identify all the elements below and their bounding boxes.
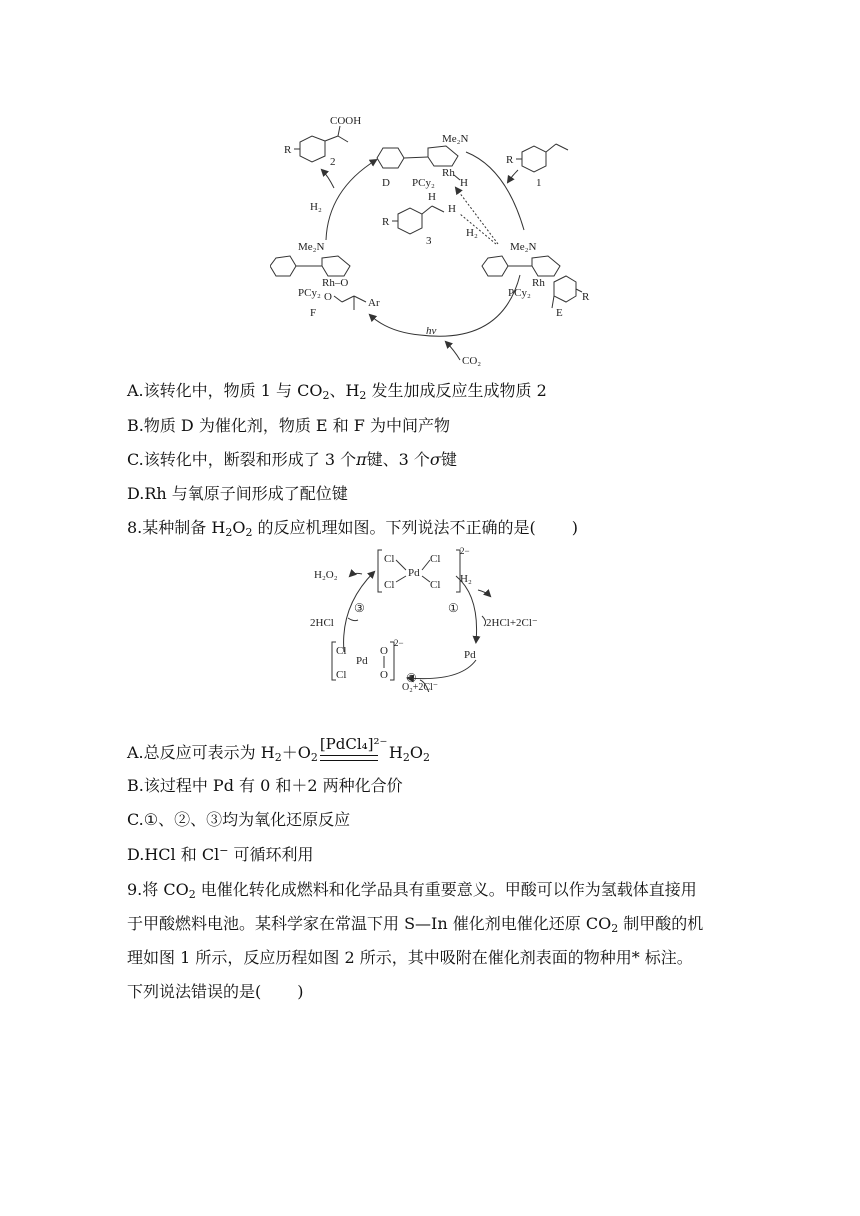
rh-o-label: Rh–O: [322, 277, 349, 289]
product-3-structure: [382, 191, 456, 247]
h2-mid-label: H₂: [466, 227, 478, 239]
q9-line-4-text2: ): [297, 982, 304, 1001]
q7-option-a-text3: 发生加成反应生成物质 2: [366, 381, 547, 400]
q9-line-4-text1: 下列说法错误的是(: [127, 982, 262, 1001]
h-top-label: H: [460, 177, 468, 189]
catalyst-D-structure: [377, 133, 468, 189]
q8-option-c: C.①、②、③均为氧化还原反应: [127, 810, 351, 829]
peroxo-cl2: Cl: [336, 669, 347, 681]
pcy2-right-label: PCy₂: [508, 287, 531, 299]
h2-label: H₂: [460, 573, 472, 585]
r-left-label: R: [284, 144, 292, 156]
step-1-label: ①: [448, 601, 459, 615]
q7-option-c-text2: 键、3 个: [366, 450, 430, 469]
q8-option-a-text2: ＋O: [281, 743, 311, 762]
catalyst-label: [PdCl₄]²⁻: [319, 735, 388, 753]
q7-option-a: A.该转化中，物质 1 与 $CO_2$、$H_2$ 发生加成反应生成物质 2: [127, 381, 547, 402]
q7-option-c: [127, 450, 457, 470]
q8-option-d: [127, 845, 314, 865]
intermediate-E-structure: [482, 241, 590, 319]
q7-option-d: D.Rh 与氧原子间形成了配位键: [127, 484, 348, 503]
pdcl4-pd: Pd: [408, 567, 420, 579]
q8-option-a-text4: O: [409, 743, 423, 762]
co2-label: CO₂: [462, 355, 482, 367]
step-2-label: ②: [406, 671, 417, 685]
q9-line-2: 于甲酸燃料电池。某科学家在常温下用 S—In 催化剂电催化还原 $CO_2$ 制甲酸的机: [127, 914, 704, 935]
q9-line-3: 理如图 1 所示，反应历程如图 2 所示，其中吸附在催化剂表面的物种用* 标注。: [127, 948, 693, 967]
equals-sign: [320, 755, 378, 761]
pd-catalytic-cycle-figure: [300, 546, 570, 692]
h-mid1-label: H: [428, 191, 436, 203]
rh-top-label: Rh: [442, 167, 455, 179]
peroxo-o2: O: [380, 669, 388, 681]
pdcl4-complex: [378, 546, 470, 592]
q7-option-c-text1: C.该转化中，断裂和形成了 3 个: [127, 450, 357, 469]
q7-option-b: B.物质 D 为催化剂，物质 E 和 F 为中间产物: [127, 416, 450, 435]
h2-left-label: H₂: [310, 201, 322, 213]
pd-metal-label: Pd: [464, 649, 476, 661]
h2o2-label: H₂O₂: [314, 569, 338, 581]
peroxo-cl1: Cl: [336, 645, 347, 657]
F-label: F: [310, 307, 317, 319]
q8-stem-text1: 8.某种制备 H: [127, 518, 226, 537]
q9-line-1: 9.将 $CO_2$ 电催化转化成燃料和化学品具有重要意义。甲酸可以作为氢载体直接用: [127, 880, 697, 901]
peroxo-pd: Pd: [356, 655, 368, 667]
two-hcl-label: 2HCl: [310, 617, 334, 629]
ar-label: Ar: [368, 297, 380, 309]
pdcl4-cl4: Cl: [430, 579, 441, 591]
pdcl4-cl3: Cl: [384, 579, 395, 591]
D-label: D: [382, 177, 390, 189]
q8-option-a: A.总反应可表示为 $H_2+O_2$ [PdCl₄]²⁻ $H_2O_2$: [127, 735, 430, 764]
me2n-right-label: Me₂N: [510, 241, 537, 253]
num-1-label: 1: [536, 177, 542, 189]
num-3-label: 3: [426, 235, 432, 247]
o2-reagent-label: O₂+2Cl⁻: [402, 682, 439, 692]
q8-option-d-charge: −: [219, 844, 229, 857]
peroxo-o1: O: [380, 645, 388, 657]
r-right-label: R: [506, 154, 514, 166]
pdcl4-charge: 2−: [460, 546, 470, 556]
q8-option-d-text1: D.HCl 和 Cl: [127, 845, 220, 864]
q8-stem-text3: 的反应机理如图。下列说法不正确的是(: [252, 518, 536, 537]
pcy2-top-label: PCy₂: [412, 177, 435, 189]
sigma-symbol: σ: [429, 450, 441, 469]
me2n-left-label: Me₂N: [298, 241, 325, 253]
hv-label: hν: [426, 325, 437, 337]
me2n-top-label: Me₂N: [442, 133, 469, 145]
q7-option-a-text1: A.该转化中，物质 1 与 CO: [127, 381, 323, 400]
o-label: O: [324, 291, 332, 303]
q9-line-2-text1: 于甲酸燃料电池。某科学家在常温下用 S—In 催化剂电催化还原 CO: [127, 914, 612, 933]
pcy2-left-label: PCy₂: [298, 287, 321, 299]
products-1-label: 2HCl+2Cl⁻: [486, 617, 538, 629]
q8-option-d-text2: 可循环利用: [228, 845, 314, 864]
cooh-label: COOH: [330, 115, 362, 127]
intermediate-F-structure: [270, 241, 380, 319]
pd-peroxo-complex: [332, 638, 404, 681]
q7-option-c-text3: 键: [440, 450, 457, 469]
E-label: E: [556, 307, 563, 319]
q9-line-2-text2: 制甲酸的机: [618, 914, 704, 933]
r-mid-label: R: [382, 216, 390, 228]
reaction-condition: [318, 735, 388, 763]
product-2-structure: [284, 115, 361, 168]
r-e-label: R: [582, 291, 590, 303]
q8-stem-text4: ): [571, 518, 579, 537]
substrate-1-structure: [506, 144, 568, 189]
rh-catalytic-cycle-figure: [270, 110, 600, 372]
q7-option-a-text2: 、H: [329, 381, 360, 400]
num-2-label: 2: [330, 156, 336, 168]
q9-line-1-text1: 9.将 CO: [127, 880, 189, 899]
pi-symbol: π: [356, 450, 367, 469]
rh-right-label: Rh: [532, 277, 545, 289]
q9-line-1-text2: 电催化转化成燃料和化学品具有重要意义。甲酸可以作为氢载体直接用: [195, 880, 697, 899]
peroxo-charge: 2−: [394, 638, 404, 648]
step-3-label: ③: [354, 601, 365, 615]
pdcl4-cl2: Cl: [430, 553, 441, 565]
q9-line-4: [127, 982, 304, 1002]
q8-option-b: B.该过程中 Pd 有 0 和＋2 两种化合价: [127, 776, 403, 795]
pdcl4-cl1: Cl: [384, 553, 395, 565]
q8-option-a-text3: H: [383, 743, 403, 762]
q8-stem: 8.某种制备 $H_2O_2$ 的反应机理如图。下列说法不正确的是( ): [127, 518, 579, 539]
q8-stem-text2: O: [232, 518, 246, 537]
h-mid2-label: H: [448, 203, 456, 215]
q8-option-a-text1: A.总反应可表示为 H: [127, 743, 275, 762]
